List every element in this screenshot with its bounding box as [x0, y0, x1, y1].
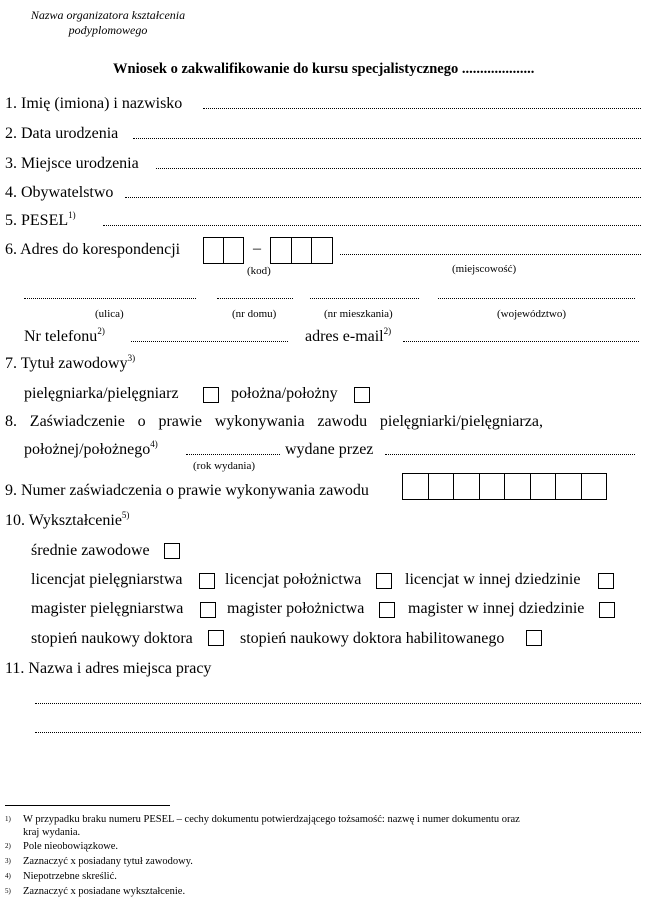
footnote-mark: 2)	[5, 842, 11, 850]
secondary-option-label: średnie zawodowe	[31, 542, 150, 559]
certificate-word: wykonywania	[214, 413, 305, 430]
footnote-text: Zaznaczyć x posiadane wykształcenie.	[23, 886, 186, 897]
voivodeship-caption: (województwo)	[497, 308, 567, 320]
field-house-number-input[interactable]	[217, 298, 293, 299]
field-birthplace-label: 3. Miejsce urodzenia	[5, 155, 139, 172]
master-nursing-checkbox[interactable]	[200, 602, 216, 618]
footnote-text-continued: kraj wydania.	[23, 827, 81, 838]
field-citizenship-input[interactable]	[125, 197, 641, 198]
organizer-line2: podyplomowego	[68, 23, 148, 37]
master-midwifery-checkbox[interactable]	[379, 602, 395, 618]
bachelor-midwifery-checkbox[interactable]	[376, 573, 392, 589]
footnote-text: Niepotrzebne skreślić.	[23, 871, 117, 882]
title-text: 7. Tytuł zawodowy	[5, 355, 128, 372]
field-issued-by-input[interactable]	[385, 454, 635, 455]
footnote-mark: 5)	[5, 887, 11, 895]
organizer-name	[28, 8, 188, 38]
footnote-4	[5, 871, 117, 883]
street-caption: (ulica)	[95, 308, 124, 320]
education-text: 10. Wykształcenie	[5, 512, 122, 529]
field-workplace-line2[interactable]	[35, 732, 641, 733]
postal-code-caption: (kod)	[247, 265, 271, 277]
master-nursing-label: magister pielęgniarstwa	[31, 600, 184, 617]
field-citizenship-label: 4. Obywatelstwo	[5, 184, 114, 201]
email-text: adres e-mail	[305, 328, 384, 345]
certificate-word: pielęgniarki/pielęgniarza,	[379, 413, 543, 430]
master-other-checkbox[interactable]	[599, 602, 615, 618]
field-birthplace-input[interactable]	[156, 168, 641, 169]
nurse-option-label: pielęgniarka/pielęgniarz	[24, 385, 179, 402]
phone-text: Nr telefonu	[24, 328, 98, 345]
footnote-text: Pole nieobowiązkowe.	[23, 841, 119, 852]
issued-by-label: wydane przez	[285, 441, 374, 458]
pesel-text: 5. PESEL	[5, 212, 69, 229]
field-city-input[interactable]	[340, 254, 641, 255]
field-workplace-line1[interactable]	[35, 703, 641, 704]
footnote-1	[5, 814, 640, 838]
midwife-option-label: położna/położny	[231, 385, 338, 402]
habilitation-checkbox[interactable]	[526, 630, 542, 646]
secondary-checkbox[interactable]	[164, 543, 180, 559]
field-email-input[interactable]	[403, 341, 639, 342]
field-birthdate-input[interactable]	[133, 138, 641, 139]
email-label	[305, 328, 391, 346]
footnote-mark: 1)	[5, 815, 11, 823]
certificate-footnote-mark: 4)	[150, 439, 158, 449]
field-phone-input[interactable]	[131, 341, 288, 342]
footnote-text: Zaznaczyć x posiadany tytuł zawodowy.	[23, 856, 193, 867]
apartment-number-caption: (nr mieszkania)	[324, 308, 393, 320]
footnote-5	[5, 886, 186, 898]
field-pesel-input[interactable]	[103, 225, 641, 226]
bachelor-nursing-checkbox[interactable]	[199, 573, 215, 589]
postal-code-part2[interactable]	[270, 237, 333, 264]
phone-footnote-mark: 2)	[97, 326, 105, 336]
habilitation-label: stopień naukowy doktora habilitowanego	[240, 630, 505, 647]
education-footnote-mark: 5)	[121, 510, 130, 520]
midwife-checkbox[interactable]	[354, 387, 370, 403]
nurse-checkbox[interactable]	[203, 387, 219, 403]
doctorate-checkbox[interactable]	[208, 630, 224, 646]
field-street-input[interactable]	[24, 298, 196, 299]
bachelor-midwifery-label: licencjat położnictwa	[225, 571, 362, 588]
certificate-word: zawodu	[317, 413, 368, 430]
certificate-word: o	[137, 413, 146, 430]
field-apartment-number-input[interactable]	[310, 298, 419, 299]
city-caption: (miejscowość)	[452, 263, 517, 275]
doctorate-label: stopień naukowy doktora	[31, 630, 193, 647]
master-other-label: magister w innej dziedzinie	[408, 600, 585, 617]
master-midwifery-label: magister położnictwa	[227, 600, 365, 617]
field-name-input[interactable]	[203, 108, 641, 109]
field-voivodeship-input[interactable]	[438, 298, 635, 299]
field-issue-year-input[interactable]	[186, 454, 280, 455]
certificate-label-line2	[24, 441, 158, 459]
title-label	[5, 355, 135, 373]
certificate-word: Zaświadczenie	[29, 413, 125, 430]
workplace-label: 11. Nazwa i adres miejsca pracy	[5, 660, 212, 677]
footnote-mark: 3)	[5, 857, 11, 865]
certificate-number-label: 9. Numer zaświadczenia o prawie wykonywania zawodu	[5, 482, 369, 499]
footnote-text: W przypadku braku numeru PESEL – cechy dokumentu potwierdzającego tożsamość: nazwę i numer dokumentu oraz	[23, 814, 520, 825]
field-pesel-label	[5, 212, 76, 230]
title-footnote-mark: 3)	[127, 353, 136, 363]
phone-label	[24, 328, 105, 346]
issue-year-caption: (rok wydania)	[193, 460, 256, 472]
certificate-number-cells[interactable]	[402, 473, 607, 500]
organizer-line1: Nazwa organizatora kształcenia	[30, 8, 186, 22]
footnote-separator	[5, 805, 170, 806]
pesel-footnote-mark: 1)	[68, 210, 76, 220]
house-number-caption: (nr domu)	[232, 308, 277, 320]
bachelor-nursing-label: licencjat pielęgniarstwa	[31, 571, 183, 588]
form-title: Wniosek o zakwalifikowanie do kursu specjalistycznego ....................	[113, 61, 535, 77]
postal-code-dash: –	[253, 240, 261, 257]
footnote-3	[5, 856, 193, 868]
field-birthdate-label: 2. Data urodzenia	[5, 125, 119, 142]
certificate-word: prawie	[158, 413, 202, 430]
bachelor-other-label: licencjat w innej dziedzinie	[405, 571, 581, 588]
certificate-word: 8.	[5, 413, 17, 430]
field-name-label: 1. Imię (imiona) i nazwisko	[5, 95, 183, 112]
footnote-2	[5, 841, 119, 853]
footnote-mark: 4)	[5, 872, 11, 880]
field-address-label: 6. Adres do korespondencji	[5, 241, 181, 258]
certificate-label-line1	[5, 413, 543, 431]
certificate-line2-text: położnej/położnego	[24, 441, 151, 458]
postal-code-part1[interactable]	[203, 237, 244, 264]
education-label	[5, 512, 129, 530]
email-footnote-mark: 2)	[383, 326, 392, 336]
bachelor-other-checkbox[interactable]	[598, 573, 614, 589]
